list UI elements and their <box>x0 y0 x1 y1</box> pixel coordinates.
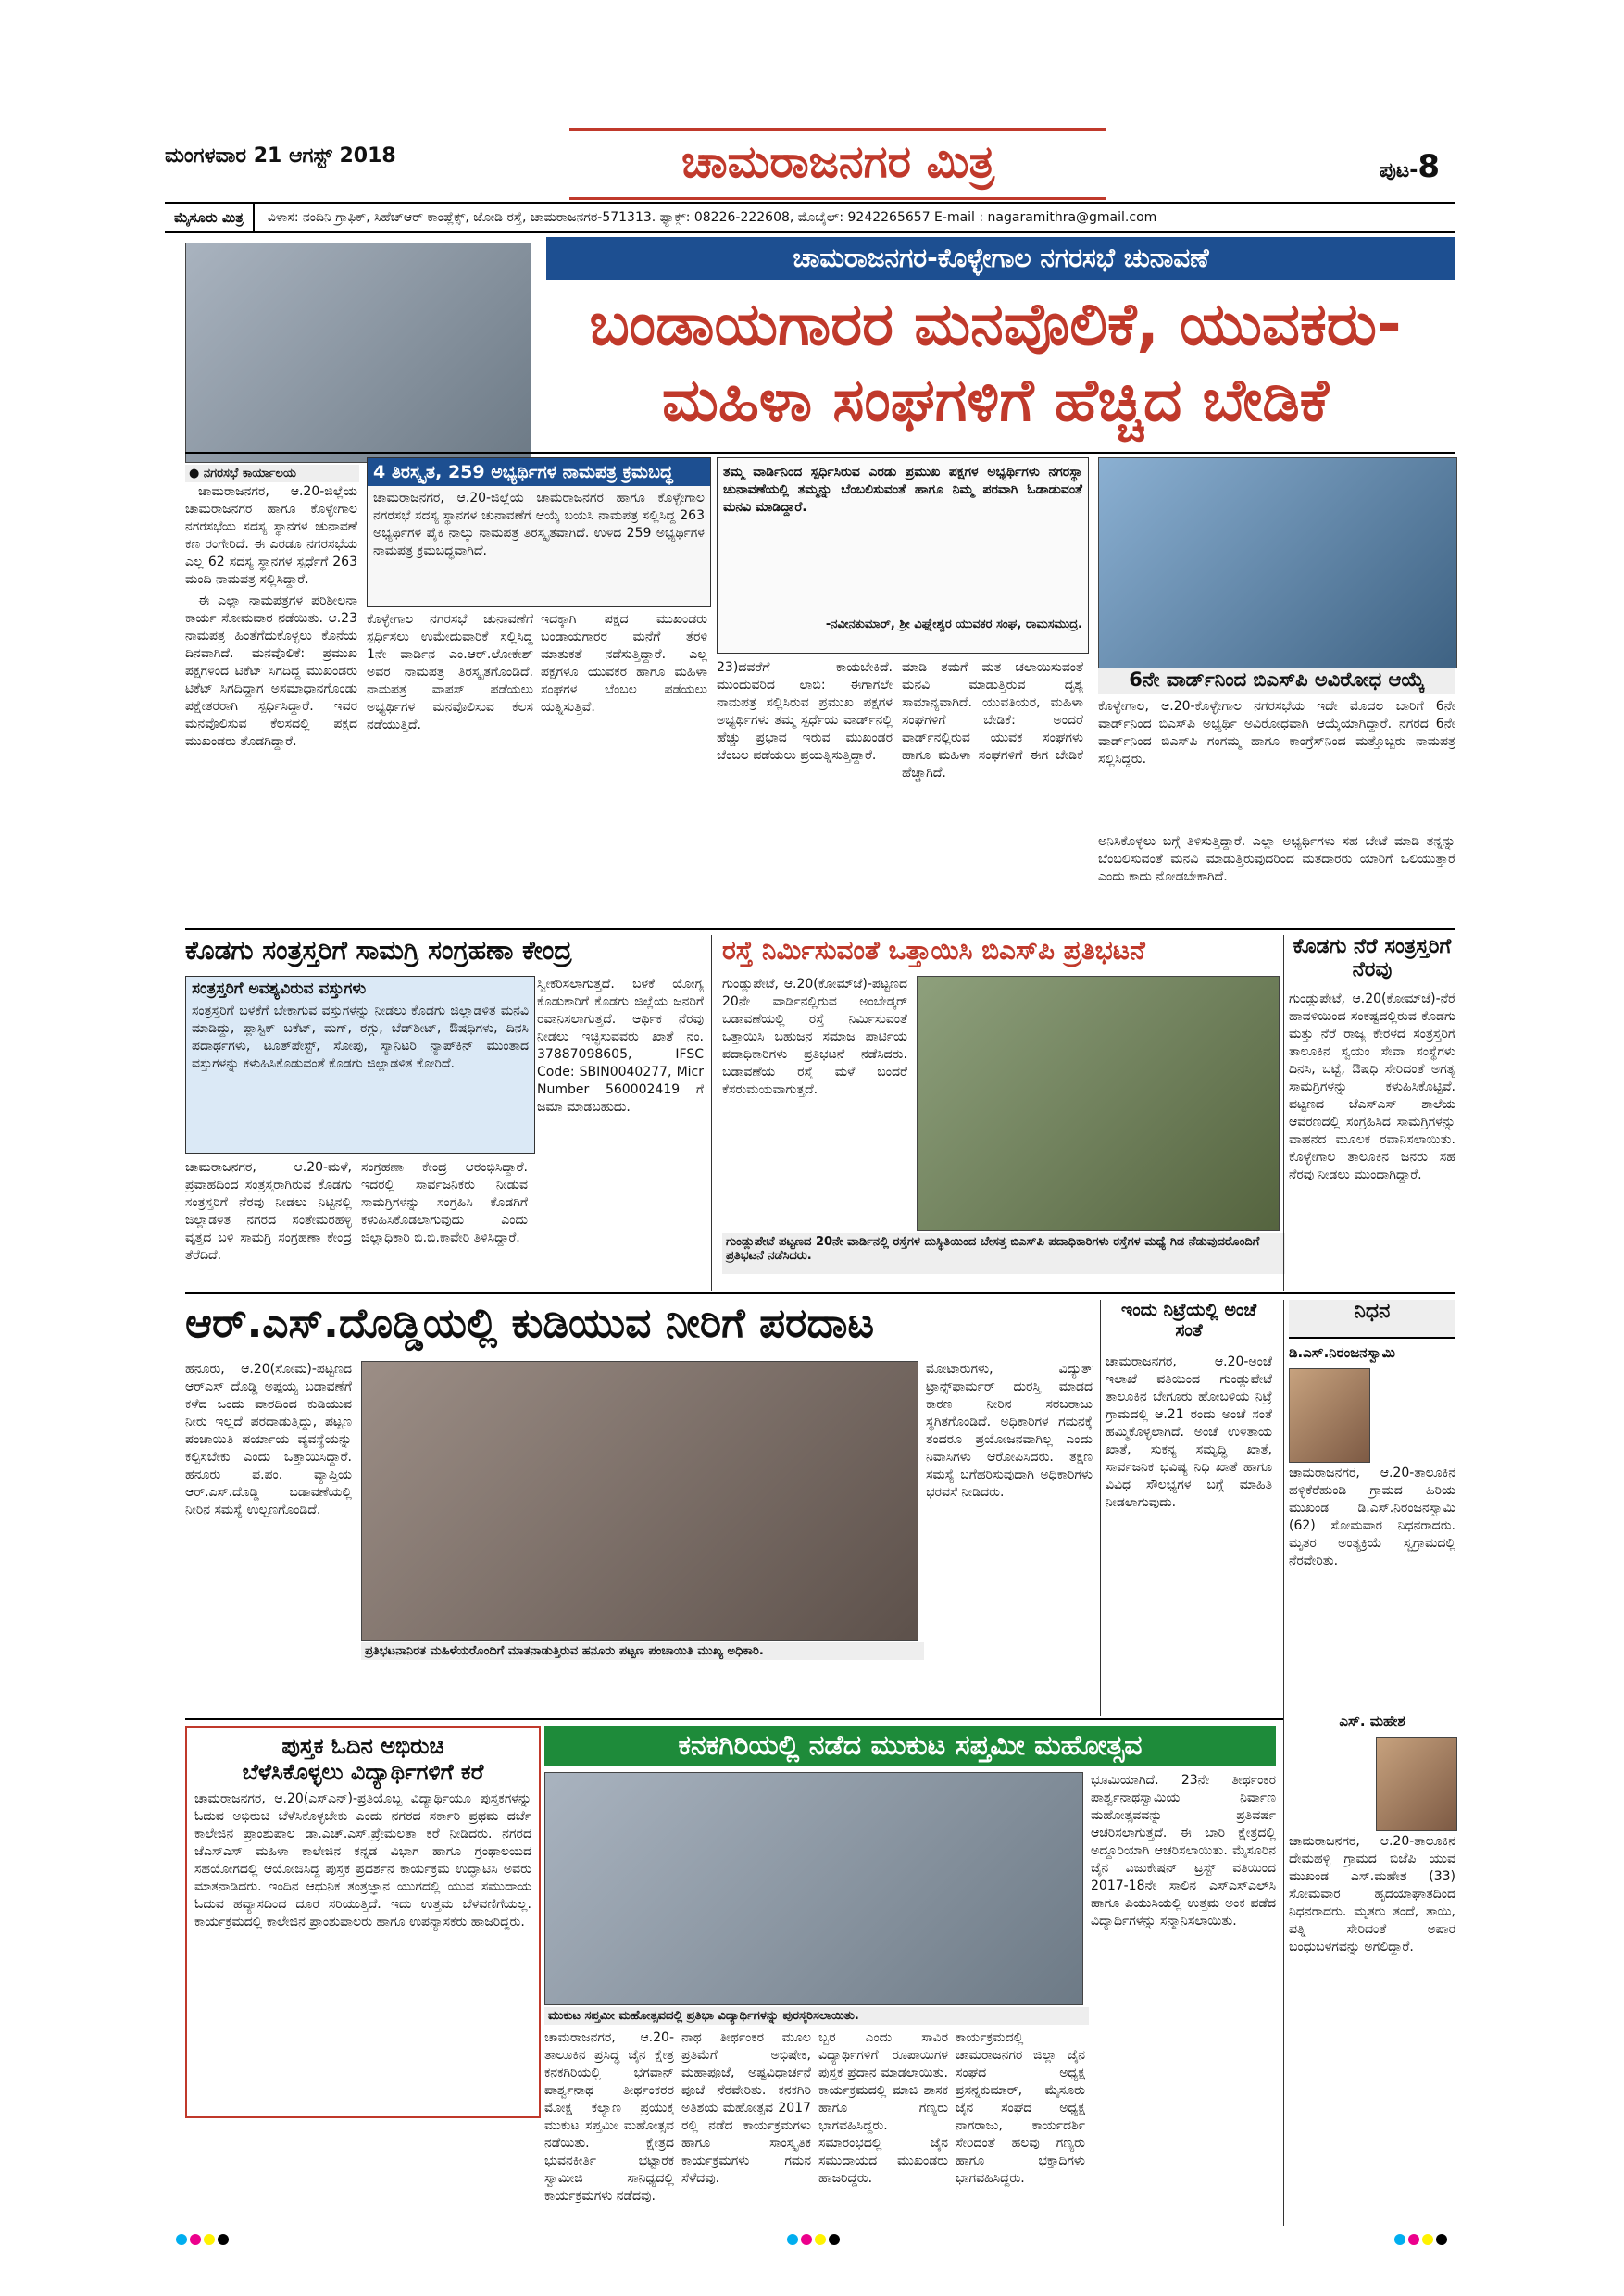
lead-column-2: ಕೊಳ್ಳೇಗಾಲ ನಗರಸಭೆ ಚುನಾವಣೆಗೆ ಸ್ಪರ್ಧಿಸಲು ಉಮೇದುವಾರಿಕೆ ಸಲ್ಲಿಸಿದ್ದ 1ನೇ ವಾರ್ಡಿನ ಎಂ.ಆರ್.ಲೋಕೇಶ್ ಅವರ ನಾಮಪತ್ರ ತಿರಸ್ಕೃತಗೊಂಡಿದೆ. ನಾಮಪತ್ರ ವಾಪಸ್ ಪಡೆಯಲು ಅಭ್ಯರ್ಥಿಗಳ ಮನವೊಲಿಸುವ ಕೆಲಸ ನಡೆಯುತ್ತಿದೆ. <box>367 612 533 732</box>
lead-headline <box>537 287 1454 439</box>
obituary-photo-2 <box>1376 1737 1457 1831</box>
page-label: ಪುಟ- <box>1380 159 1418 182</box>
box-title: 4 ತಿರಸ್ಕೃತ, 259 ಅಭ್ಯರ್ಥಿಗಳ ನಾಮಪತ್ರ ಕ್ರಮಬದ್ಧ <box>368 458 710 486</box>
obituary-text-1: ಚಾಮರಾಜನಗರ, ಆ.20-ತಾಲೂಕಿನ ಹಳ್ಳಿಕೆರೆಹುಂಡಿ ಗ್ರಾಮದ ಹಿರಿಯ ಮುಖಂಡ ಡಿ.ಎಸ್.ನಿರಂಜನಸ್ವಾಮಿ (62) ಸೋಮವಾರ ನಿಧನರಾದರು. ಮೃತರ ಅಂತ್ಯಕ್ರಿಯೆ ಸ್ವಗ್ರಾಮದಲ್ಲಿ ನೆರವೇರಿತು. <box>1289 1466 1455 1568</box>
quote-text: ತಮ್ಮ ವಾರ್ಡಿನಿಂದ ಸ್ಪರ್ಧಿಸಿರುವ ಎರಡು ಪ್ರಮುಖ ಪಕ್ಷಗಳ ಅಭ್ಯರ್ಥಿಗಳು ನಗರಸ್ಥಾ ಚುನಾವಣೆಯಲ್ಲಿ ತಮ್ಮನ್ನು ಬೆಂಬಲಿಸುವಂತೆ ಹಾಗೂ ನಿಮ್ಮ ಪರವಾಗಿ ಓಡಾಡುವಂತೆ ಮನವಿ ಮಾಡಿದ್ದಾರೆ. <box>723 465 1082 515</box>
divider <box>1100 1300 1101 1716</box>
kodagu-column-2: ಸಂಗ್ರಹಣಾ ಕೇಂದ್ರ ಆರಂಭಿಸಿದ್ದಾರೆ. ಇದರಲ್ಲಿ ಸಾರ್ವಜನಿಕರು ನೀಡುವ ಸಾಮಗ್ರಿಗಳನ್ನು ಸಂಗ್ರಹಿಸಿ ಕೊಡಗಿಗೆ ಕಳುಹಿಸಿಕೊಡಲಾಗುವುದು ಎಂದು ಜಿಲ್ಲಾಧಿಕಾರಿ ಬಿ.ಬಿ.ಕಾವೇರಿ ತಿಳಿಸಿದ್ದಾರೆ. <box>361 1160 528 1245</box>
kanakagiri-column-5: ಕಾರ್ಯಕ್ರಮದಲ್ಲಿ ಚಾಮರಾಜನಗರ ಜಿಲ್ಲಾ ಜೈನ ಸಂಘದ ಅಧ್ಯಕ್ಷ ಪ್ರಸನ್ನಕುಮಾರ್, ಮೈಸೂರು ಜೈನ ಸಂಘದ ಅಧ್ಯಕ್ಷ ನಾಗರಾಜು, ಕಾರ್ಯದರ್ಶಿ ಸೇರಿದಂತೆ ಹಲವು ಗಣ್ಯರು ಹಾಗೂ ಭಕ್ತಾದಿಗಳು ಭಾಗವಹಿಸಿದ್ದರು. <box>956 2030 1085 2186</box>
kanakagiri-headline: ಕನಕಗಿರಿಯಲ್ಲಿ ನಡೆದ ಮುಕುಟ ಸಪ್ತಮೀ ಮಹೋತ್ಸವ <box>544 1726 1276 1766</box>
registration-marks-center <box>787 2231 843 2249</box>
divider <box>711 935 712 1291</box>
needs-box-text: ಸಂತ್ರಸ್ತರಿಗೆ ಬಳಕೆಗೆ ಬೇಕಾಗುವ ವಸ್ತುಗಳನ್ನು ನೀಡಲು ಕೊಡಗು ಜಿಲ್ಲಾಡಳಿತ ಮನವಿ ಮಾಡಿದ್ದು, ಪ್ಲಾಸ್ಟಿಕ್ ಬಕೆಟ್, ಮಗ್, ರಗ್ಗು, ಬೆಡ್‌ಶೀಟ್, ಔಷಧಿಗಳು, ದಿನಸಿ ಪದಾರ್ಥಗಳು, ಟೂತ್‌ಪೇಸ್ಟ್, ಸೋಪು, ಸ್ಯಾನಿಟರಿ ನ್ಯಾಪ್‌ಕಿನ್ ಮುಂತಾದ ವಸ್ತುಗಳನ್ನು ಕಳುಹಿಸಿಕೊಡುವಂತೆ ಕೊಡಗು ಜಿಲ್ಲಾಡಳಿತ ಕೋರಿದೆ. <box>192 1004 529 1071</box>
kanakagiri-column-1: ಭೂಮಿಯಾಗಿದೆ. 23ನೇ ತೀರ್ಥಂಕರ ಪಾರ್ಶ್ವನಾಥಸ್ವಾಮಿಯ ನಿರ್ವಾಣ ಮಹೋತ್ಸವವನ್ನು ಪ್ರತಿವರ್ಷ ಆಚರಿಸಲಾಗುತ್ತದೆ. ಈ ಬಾರಿ ಕ್ಷೇತ್ರದಲ್ಲಿ ಅದ್ದೂರಿಯಾಗಿ ಆಚರಿಸಲಾಯಿತು. ಮೈಸೂರಿನ ಜೈನ ಎಜುಕೇಷನ್ ಟ್ರಸ್ಟ್ ವತಿಯಿಂದ 2017-18ನೇ ಸಾಲಿನ ಎಸ್‌ಎಸ್‌ಎಲ್‌ಸಿ ಹಾಗೂ ಪಿಯುಸಿಯಲ್ಲಿ ಉತ್ತಮ ಅಂಕ ಪಡೆದ ವಿದ್ಯಾರ್ಥಿಗಳನ್ನು ಸನ್ಮಾನಿಸಲಾಯಿತು. <box>1091 1773 1276 1928</box>
lead-byline: ಚಾಮರಾಜನಗರ, ಆ.20-ಜಿಲ್ಲೆಯ ಚಾಮರಾಜನಗರ ಹಾಗೂ ಕೊಳ್ಳೇಗಾಲ ನಗರಸಭೆಯ ಸದಸ್ಯ ಸ್ಥಾನಗಳ ಚುನಾವಣೆ ಕಣ ರಂಗೇರಿದೆ. ಈ ಎರಡೂ ನಗರಸಭೆಯ ಎಲ್ಲ 62 ಸದಸ್ಯ ಸ್ಥಾನಗಳ ಸ್ಪರ್ಧೆಗೆ 263 ಮಂದಿ ನಾಮಪತ್ರ ಸಲ್ಲಿಸಿದ್ದಾರೆ. <box>185 484 357 587</box>
row4-rule <box>185 1718 1283 1720</box>
obituary-name-2: ಎಸ್. ಮಹೇಶ <box>1339 1713 1405 1729</box>
santhe-text: ಚಾಮರಾಜನಗರ, ಆ.20-ಅಂಚೆ ಇಲಾಖೆ ವತಿಯಿಂದ ಗುಂಡ್ಲುಪೇಟೆ ತಾಲೂಕಿನ ಬೇಗೂರು ಹೋಬಳಿಯ ನಿಟ್ರೆ ಗ್ರಾಮದಲ್ಲಿ ಆ.21 ರಂದು ಅಂಚೆ ಸಂತೆ ಹಮ್ಮಿಕೊಳ್ಳಲಾಗಿದೆ. ಅಂಚೆ ಉಳಿತಾಯ ಖಾತೆ, ಸುಕನ್ಯ ಸಮೃದ್ಧಿ ಖಾತೆ, ಸಾರ್ವಜನಿಕ ಭವಿಷ್ಯ ನಿಧಿ ಖಾತೆ ಹಾಗೂ ವಿವಿಧ ಸೌಲಭ್ಯಗಳ ಬಗ್ಗೆ ಮಾಹಿತಿ ನೀಡಲಾಗುವುದು. <box>1106 1354 1272 1510</box>
lead-col1-text: ಈ ಎಲ್ಲಾ ನಾಮಪತ್ರಗಳ ಪರಿಶೀಲನಾ ಕಾರ್ಯ ಸೋಮವಾರ ನಡೆಯಿತು. ಆ.23 ನಾಮಪತ್ರ ಹಿಂತೆಗೆದುಕೊಳ್ಳಲು ಕೊನೆಯ ದಿನವಾಗಿದೆ. ಮನವೊಲಿಕೆ: ಪ್ರಮುಖ ಪಕ್ಷಗಳಿಂದ ಟಿಕೆಟ್ ಸಿಗದಿದ್ದ ಮುಖಂಡರು ಟಿಕೆಟ್ ಸಿಗದಿದ್ದಾಗ ಅಸಮಾಧಾನಗೊಂಡು ಪಕ್ಷೇತರರಾಗಿ ಸ್ಪರ್ಧಿಸಿದ್ದಾರೆ. ಇವರ ಮನವೊಲಿಸುವ ಕೆಲಸದಲ್ಲಿ ಪಕ್ಷದ ಮುಖಂಡರು ತೊಡಗಿದ್ದಾರೆ. <box>185 593 357 749</box>
needs-box-title: ಸಂತ್ರಸ್ತರಿಗೆ ಅವಶ್ಯವಿರುವ ವಸ್ತುಗಳು <box>192 980 367 998</box>
bjp-building-photo <box>1098 457 1457 668</box>
lead-column-3: ಇದಕ್ಕಾಗಿ ಪಕ್ಷದ ಮುಖಂಡರು ಬಂಡಾಯಗಾರರ ಮನೆಗೆ ತೆರಳಿ ಮಾತುಕತೆ ನಡೆಸುತ್ತಿದ್ದಾರೆ. ಎಲ್ಲ ಪಕ್ಷಗಳೂ ಯುವಕರ ಹಾಗೂ ಮಹಿಳಾ ಸಂಘಗಳ ಬೆಂಬಲ ಪಡೆಯಲು ಯತ್ನಿಸುತ್ತಿವೆ. <box>541 612 707 715</box>
publisher-address: ವಿಳಾಸ: ನಂದಿನಿ ಗ್ರಾಫಿಕ್, ಸಿಹೆಚ್‌ಆರ್ ಕಾಂಪ್ಲೆಕ್ಸ್, ಜೋಡಿ ರಸ್ತೆ, ಚಾಮರಾಜನಗರ-571313. ಫ್ಯಾಕ್ಸ್: 08226-222608, ಮೊಬೈಲ್: 9242265657 E-mail : nagaramithra@gmail.com <box>267 210 1157 225</box>
kanakagiri-column-4: ಬ್ಬರ ಎಂದು ಸಾವಿರ ವಿದ್ಯಾರ್ಥಿಗಳಿಗೆ ರೂಪಾಯಿಗಳ ಪುಸ್ತಕ ಪ್ರದಾನ ಮಾಡಲಾಯಿತು. ಕಾರ್ಯಕ್ರಮದಲ್ಲಿ ಮಾಜಿ ಶಾಸಕ ಹಾಗೂ ಗಣ್ಯರು ಭಾಗವಹಿಸಿದ್ದರು. ಸಮಾರಂಭದಲ್ಲಿ ಜೈನ ಸಮುದಾಯದ ಮುಖಂಡರು ಹಾಜರಿದ್ದರು. <box>818 2030 948 2186</box>
kodagu-column-1: ಚಾಮರಾಜನಗರ, ಆ.20-ಮಳೆ, ಪ್ರವಾಹದಿಂದ ಸಂತ್ರಸ್ತರಾಗಿರುವ ಕೊಡಗು ಸಂತ್ರಸ್ತರಿಗೆ ನೆರವು ನೀಡಲು ನಿಟ್ಟಿನಲ್ಲಿ ಜಿಲ್ಲಾಡಳಿತ ನಗರದ ಸಂತೇಮರಹಳ್ಳಿ ವೃತ್ತದ ಬಳಿ ಸಾಮಗ್ರಿ ಸಂಗ್ರಹಣಾ ಕೇಂದ್ರ ತೆರೆದಿದೆ. <box>185 1160 352 1263</box>
registration-marks-left <box>176 2231 231 2249</box>
books-box <box>185 1726 541 2118</box>
box-text: ಚಾಮರಾಜನಗರ, ಆ.20-ಜಿಲ್ಲೆಯ ಚಾಮರಾಜನಗರ ಹಾಗೂ ಕೊಳ್ಳೇಗಾಲ ನಗರಸಭೆ ಸದಸ್ಯ ಸ್ಥಾನಗಳ ಚುನಾವಣೆಗೆ ಆಯ್ಕೆ ಬಯಸಿ ನಾಮಪತ್ರ ಸಲ್ಲಿಸಿದ್ದ 263 ಅಭ್ಯರ್ಥಿಗಳ ಪೈಕಿ ನಾಲ್ಕು ನಾಮಪತ್ರ ತಿರಸ್ಕೃತವಾಗಿದೆ. ಉಳಿದ 259 ಅಭ್ಯರ್ಥಿಗಳ ನಾಮಪತ್ರ ಕ್ರಮಬದ್ಧವಾಗಿದೆ. <box>373 491 705 558</box>
obituary-text-2: ಚಾಮರಾಜನಗರ, ಆ.20-ತಾಲೂಕಿನ ದೇಮಹಳ್ಳಿ ಗ್ರಾಮದ ಬಿಜೆಪಿ ಯುವ ಮುಖಂಡ ಎಸ್.ಮಹೇಶ (33) ಸೋಮವಾರ ಹೃದಯಾಘಾತದಿಂದ ನಿಧನರಾದರು. ಮೃತರು ತಂದೆ, ತಾಯಿ, ಪತ್ನಿ ಸೇರಿದಂತೆ ಅಪಾರ ಬಂಧುಬಳಗವನ್ನು ಅಗಲಿದ್ದಾರೆ. <box>1289 1834 1455 1954</box>
issue-date: ಮಂಗಳವಾರ 21 ಆಗಸ್ಟ್ 2018 <box>165 144 396 168</box>
bsp-caption: 6ನೇ ವಾರ್ಡ್‌ನಿಂದ ಬಿಎಸ್‌ಪಿ ಅವಿರೋಧ ಆಯ್ಕೆ <box>1098 668 1455 694</box>
page-number-value: 8 <box>1418 148 1441 185</box>
lead-headline-line1: ಬಂಡಾಯಗಾರರ ಮನವೊಲಿಕೆ, ಯುವಕರು- <box>589 291 1402 359</box>
masthead-subbar <box>165 202 1455 233</box>
divider <box>1283 935 1284 1291</box>
edition-name: ಮೈಸೂರು ಮಿತ್ರ <box>165 204 255 231</box>
lead-column-4: 23)ದವರೆಗೆ ಕಾಯಬೇಕಿದೆ. ಮುಂದುವರಿದ ಲಾಬಿ: ಈಗಾಗಲೇ ನಾಮಪತ್ರ ಸಲ್ಲಿಸಿರುವ ಪ್ರಮುಖ ಪಕ್ಷಗಳ ಅಭ್ಯರ್ಥಿಗಳು ತಮ್ಮ ಸ್ಪರ್ಧೆಯ ವಾರ್ಡ್‌ನಲ್ಲಿ ಹೆಚ್ಚು ಪ್ರಭಾವ ಇರುವ ಮುಖಂಡರ ಬೆಂಬಲ ಪಡೆಯಲು ಪ್ರಯತ್ನಿಸುತ್ತಿದ್ದಾರೆ. <box>717 660 893 763</box>
lead-column-1 <box>185 483 357 924</box>
page-number <box>1380 148 1440 185</box>
kodagu-headline: ಕೊಡಗು ಸಂತ್ರಸ್ತರಿಗೆ ಸಾಮಗ್ರಿ ಸಂಗ್ರಹಣಾ ಕೇಂದ್ರ <box>185 935 572 966</box>
masthead-logo: ಚಾಮರಾಜನಗರ ಮಿತ್ರ <box>681 135 995 188</box>
water-protest-photo <box>361 1361 918 1641</box>
lead-rule <box>185 452 1455 454</box>
registration-marks-right <box>1394 2231 1450 2249</box>
road-caption: ಗುಂಡ್ಲುಪೇಟೆ ಪಟ್ಟಣದ 20ನೇ ವಾರ್ಡಿನಲ್ಲಿ ರಸ್ತೆಗಳ ದುಸ್ಥಿತಿಯಿಂದ ಬೇಸತ್ತ ಬಿಎಸ್‌ಪಿ ಪದಾಧಿಕಾರಿಗಳು ರಸ್ತೆಗಳ ಮಧ್ಯೆ ಗಿಡ ನೆಡುವುದರೊಂದಿಗೆ ಪ್ರತಿಭಟನೆ ನಡೆಸಿದರು. <box>722 1233 1285 1274</box>
kodagu-needs-box <box>185 976 535 1154</box>
row2-rule <box>185 928 1455 930</box>
section-banner: ಚಾಮರಾಜನಗರ-ಕೊಳ್ಳೇಗಾಲ ನಗರಸಭೆ ಚುನಾವಣೆ <box>546 237 1455 280</box>
santhe-headline: ಇಂದು ನಿಟ್ರೆಯಲ್ಲಿ ಅಂಚೆ ಸಂತೆ <box>1120 1300 1257 1341</box>
photo-caption: ● ನಗರಸಭೆ ಕಾರ್ಯಾಲಯ <box>185 465 359 482</box>
books-headline-1: ಪುಸ್ತಕ ಓದಿನ ಅಭಿರುಚಿ <box>281 1733 444 1759</box>
water-column-2: ಮೋಟಾರುಗಳು, ವಿದ್ಯುತ್ ಟ್ರಾನ್ಸ್‌ಫಾರ್ಮರ್ ದುರಸ್ತಿ ಮಾಡದ ಕಾರಣ ನೀರಿನ ಸರಬರಾಜು ಸ್ಥಗಿತಗೊಂಡಿದೆ. ಅಧಿಕಾರಿಗಳ ಗಮನಕ್ಕೆ ತಂದರೂ ಪ್ರಯೋಜನವಾಗಿಲ್ಲ ಎಂದು ನಿವಾಸಿಗಳು ಆರೋಪಿಸಿದರು. ತಕ್ಷಣ ಸಮಸ್ಯೆ ಬಗೆಹರಿಸುವುದಾಗಿ ಅಧಿಕಾರಿಗಳು ಭರವಸೆ ನೀಡಿದರು. <box>926 1362 1093 1500</box>
books-headline-2: ಬೆಳೆಸಿಕೊಳ್ಳಲು ವಿದ್ಯಾರ್ಥಿಗಳಿಗೆ ಕರೆ <box>242 1759 484 1785</box>
water-headline: ಆರ್.ಎಸ್.ದೊಡ್ಡಿಯಲ್ಲಿ ಕುಡಿಯುವ ನೀರಿಗೆ ಪರದಾಟ <box>185 1300 875 1347</box>
kodagu-column-3: ಸ್ವೀಕರಿಸಲಾಗುತ್ತದೆ. ಬಳಕೆ ಯೋಗ್ಯ ಕೊಡುಕಾರಿಗೆ ಕೊಡಗು ಜಿಲ್ಲೆಯ ಜನರಿಗೆ ರವಾನಿಸಲಾಗುತ್ತದೆ. ಆರ್ಥಿಕ ನೆರವು ನೀಡಲು ಇಚ್ಛಿಸುವವರು ಖಾತೆ ನಂ. 37887098605, IFSC Code: SBIN0040277, Micr Number 560002419 ಗೆ ಜಮಾ ಮಾಡಬಹುದು. <box>537 977 704 1115</box>
kanakagiri-column-2: ಚಾಮರಾಜನಗರ, ಆ.20-ತಾಲೂಕಿನ ಪ್ರಸಿದ್ಧ ಜೈನ ಕ್ಷೇತ್ರ ಕನಕಗಿರಿಯಲ್ಲಿ ಭಗವಾನ್ ಪಾರ್ಶ್ವನಾಥ ತೀರ್ಥಂಕರರ ಮೋಕ್ಷ ಕಲ್ಯಾಣ ಪ್ರಯುಕ್ತ ಮುಕುಟ ಸಪ್ತಮೀ ಮಹೋತ್ಸವ ನಡೆಯಿತು. ಕ್ಷೇತ್ರದ ಭುವನಕೀರ್ತಿ ಭಟ್ಟಾರಕ ಸ್ವಾಮೀಜಿ ಸಾನಿಧ್ಯದಲ್ಲಿ ಕಾರ್ಯಕ್ರಮಗಳು ನಡೆದವು. <box>544 2030 674 2203</box>
lead-column-5: ಮಾಡಿ ತಮಗೆ ಮತ ಚಲಾಯಿಸುವಂತೆ ಮನವಿ ಮಾಡುತ್ತಿರುವ ದೃಶ್ಯ ಸಾಮಾನ್ಯವಾಗಿದೆ. ಯುವತಿಯರ, ಮಹಿಳಾ ಸಂಘಗಳಿಗೆ ಬೇಡಿಕೆ: ಅಂದರೆ ವಾರ್ಡ್‌ನಲ್ಲಿರುವ ಯುವಕ ಸಂಘಗಳು ಹಾಗೂ ಮಹಿಳಾ ಸಂಘಗಳಿಗೆ ಈಗ ಬೇಡಿಕೆ ಹೆಚ್ಚಾಗಿದೆ. <box>902 660 1083 780</box>
quote-box <box>717 457 1089 654</box>
kodagu-help-text: ಗುಂಡ್ಲುಪೇಟೆ, ಆ.20(ಕೋಮ್‌ಜೆ)-ನೆರೆ ಹಾವಳಿಯಿಂದ ಸಂಕಷ್ಟದಲ್ಲಿರುವ ಕೊಡಗು ಮತ್ತು ನೆರೆ ರಾಜ್ಯ ಕೇರಳದ ಸಂತ್ರಸ್ತರಿಗೆ ತಾಲೂಕಿನ ಸ್ವಯಂ ಸೇವಾ ಸಂಸ್ಥೆಗಳು ದಿನಸಿ, ಬಟ್ಟೆ, ಔಷಧಿ ಸೇರಿದಂತೆ ಅಗತ್ಯ ಸಾಮಗ್ರಿಗಳನ್ನು ಕಳುಹಿಸಿಕೊಟ್ಟಿವೆ. ಪಟ್ಟಣದ ಜೆಎಸ್‌ಎಸ್ ಶಾಲೆಯ ಆವರಣದಲ್ಲಿ ಸಂಗ್ರಹಿಸಿದ ಸಾಮಗ್ರಿಗಳನ್ನು ವಾಹನದ ಮೂಲಕ ರವಾನಿಸಲಾಯಿತು. ಕೊಳ್ಳೇಗಾಲ ತಾಲೂಕಿನ ಜನರು ಸಹ ನೆರವು ನೀಡಲು ಮುಂದಾಗಿದ್ದಾರೆ. <box>1289 992 1455 1182</box>
obituary-name-1: ಡಿ.ಎಸ್.ನಿರಂಜನಸ್ವಾಮಿ <box>1289 1344 1395 1361</box>
municipal-office-photo <box>185 243 531 463</box>
water-text: ಹನೂರು, ಆ.20(ಸೋಮ)-ಪಟ್ಟಣದ ಆರ್‌ಎಸ್ ದೊಡ್ಡಿ ಅಪ್ಪಯ್ಯ ಬಡಾವಣೆಗೆ ಕಳೆದ ಒಂದು ವಾರದಿಂದ ಕುಡಿಯುವ ನೀರು ಇಲ್ಲದೆ ಪರದಾಡುತ್ತಿದ್ದು, ಪಟ್ಟಣ ಪಂಚಾಯಿತಿ ಪರ್ಯಾಯ ವ್ಯವಸ್ಥೆಯನ್ನು ಕಲ್ಪಿಸಬೇಕು ಎಂದು ಒತ್ತಾಯಿಸಿದ್ದಾರೆ. ಹನೂರು ಪ.ಪಂ. ವ್ಯಾಪ್ತಿಯ ಆರ್.ಎಸ್.ದೊಡ್ಡಿ ಬಡಾವಣೆಯಲ್ಲಿ ನೀರಿನ ಸಮಸ್ಯೆ ಉಲ್ಬಣಗೊಂಡಿದೆ. <box>185 1362 352 1517</box>
road-headline: ರಸ್ತೆ ನಿರ್ಮಿಸುವಂತೆ ಒತ್ತಾಯಿಸಿ ಬಿಎಸ್‌ಪಿ ಪ್ರತಿಭಟನೆ <box>722 935 1145 966</box>
books-text: ಚಾಮರಾಜನಗರ, ಆ.20(ಎಸ್‌ಎನ್)-ಪ್ರತಿಯೊಬ್ಬ ವಿದ್ಯಾರ್ಥಿಯೂ ಪುಸ್ತಕಗಳನ್ನು ಓದುವ ಅಭಿರುಚಿ ಬೆಳೆಸಿಕೊಳ್ಳಬೇಕು ಎಂದು ನಗರದ ಸರ್ಕಾರಿ ಪ್ರಥಮ ದರ್ಜೆ ಕಾಲೇಜಿನ ಪ್ರಾಂಶುಪಾಲ ಡಾ.ಎಚ್.ಎಸ್.ಪ್ರೇಮಲತಾ ಕರೆ ನೀಡಿದರು. ನಗರದ ಜೆಎಸ್‌ಎಸ್ ಮಹಿಳಾ ಕಾಲೇಜಿನ ಕನ್ನಡ ವಿಭಾಗ ಹಾಗೂ ಗ್ರಂಥಾಲಯದ ಸಹಯೋಗದಲ್ಲಿ ಆಯೋಜಿಸಿದ್ದ ಪುಸ್ತಕ ಪ್ರದರ್ಶನ ಕಾರ್ಯಕ್ರಮ ಉದ್ಘಾಟಿಸಿ ಅವರು ಮಾತನಾಡಿದರು. ಇಂದಿನ ಆಧುನಿಕ ತಂತ್ರಜ್ಞಾನ ಯುಗದಲ್ಲಿ ಯುವ ಸಮುದಾಯ ಓದುವ ಹವ್ಯಾಸದಿಂದ ದೂರ ಸರಿಯುತ್ತಿದೆ. ಇದು ಉತ್ತಮ ಬೆಳವಣಿಗೆಯಲ್ಲ. ಕಾರ್ಯಕ್ರಮದಲ್ಲಿ ಕಾಲೇಜಿನ ಪ್ರಾಂಶುಪಾಲರು ಹಾಗೂ ಉಪನ್ಯಾಸಕರು ಹಾಜರಿದ್ದರು. <box>194 1791 531 1929</box>
obituary-photo-1 <box>1289 1368 1370 1463</box>
quote-attribution: -ನವೀನಕುಮಾರ್, ಶ್ರೀ ವಿಘ್ನೇಶ್ವರ ಯುವಕರ ಸಂಘ, ರಾಮಸಮುದ್ರ. <box>825 618 1082 631</box>
lead-column-6: ಅನಿಸಿಕೊಳ್ಳಲು ಬಗ್ಗೆ ತಿಳಿಸುತ್ತಿದ್ದಾರೆ. ಎಲ್ಲಾ ಅಭ್ಯರ್ಥಿಗಳು ಸಹ ಬೇಟೆ ಮಾಡಿ ತನ್ನನ್ನು ಬೆಂಬಲಿಸುವಂತೆ ಮನವಿ ಮಾಡುತ್ತಿರುವುದರಿಂದ ಮತದಾರರು ಯಾರಿಗೆ ಒಲಿಯುತ್ತಾರೆ ಎಂದು ಕಾದು ನೋಡಬೇಕಾಗಿದೆ. <box>1098 834 1455 884</box>
road-protest-photo <box>917 976 1280 1231</box>
divider <box>1283 1300 1284 2226</box>
row3-rule <box>185 1292 1455 1294</box>
obituary-heading: ನಿಧನ <box>1289 1300 1455 1339</box>
kanakagiri-column-3: ನಾಥ ತೀರ್ಥಂಕರ ಮೂಲ ಪ್ರತಿಮೆಗೆ ಅಭಿಷೇಕ, ಮಹಾಪೂಜೆ, ಅಷ್ಟವಿಧಾರ್ಚನೆ ಪೂಜೆ ನೆರವೇರಿತು. ಕನಕಗಿರಿ ಅತಿಶಯ ಮಹೋತ್ಸವ 2017 ರಲ್ಲಿ ನಡೆದ ಕಾರ್ಯಕ್ರಮಗಳು ಹಾಗೂ ಸಾಂಸ್ಕೃತಿಕ ಕಾರ್ಯಕ್ರಮಗಳು ಗಮನ ಸೆಳೆದವು. <box>681 2030 811 2186</box>
road-text: ಗುಂಡ್ಲುಪೇಟೆ, ಆ.20(ಕೋಮ್‌ಜೆ)-ಪಟ್ಟಣದ 20ನೇ ವಾರ್ಡಿನಲ್ಲಿರುವ ಅಂಬೇಡ್ಕರ್ ಬಡಾವಣೆಯಲ್ಲಿ ರಸ್ತೆ ನಿರ್ಮಿಸುವಂತೆ ಒತ್ತಾಯಿಸಿ ಬಹುಜನ ಸಮಾಜ ಪಾರ್ಟಿಯ ಪದಾಧಿಕಾರಿಗಳು ಪ್ರತಿಭಟನೆ ನಡೆಸಿದರು. ಬಡಾವಣೆಯ ರಸ್ತೆ ಮಳೆ ಬಂದರೆ ಕೆಸರುಮಯವಾಗುತ್ತದೆ. <box>722 977 907 1097</box>
lead-headline-line2: ಮಹಿಳಾ ಸಂಘಗಳಿಗೆ ಹೆಚ್ಚಿದ ಬೇಡಿಕೆ <box>661 367 1330 435</box>
rejected-nominations-box <box>367 457 711 607</box>
kodagu-help-headline: ಕೊಡಗು ನೆರೆ ಸಂತ್ರಸ್ತರಿಗೆ ನೆರವು <box>1293 935 1452 981</box>
water-caption: ಪ್ರತಿಭಟನಾನಿರತ ಮಹಿಳೆಯರೊಂದಿಗೆ ಮಾತನಾಡುತ್ತಿರುವ ಹನೂರು ಪಟ್ಟಣ ಪಂಚಾಯಿತಿ ಮುಖ್ಯ ಅಧಿಕಾರಿ. <box>361 1642 924 1660</box>
kanakagiri-caption: ಮುಕುಟ ಸಪ್ತಮೀ ಮಹೋತ್ಸವದಲ್ಲಿ ಪ್ರತಿಭಾ ವಿದ್ಯಾರ್ಥಿಗಳನ್ನು ಪುರಸ್ಕರಿಸಲಾಯಿತು. <box>544 2007 1089 2025</box>
kanakagiri-photo <box>544 1772 1083 2005</box>
bsp-text: ಕೊಳ್ಳೇಗಾಲ, ಆ.20-ಕೊಳ್ಳೇಗಾಲ ನಗರಸಭೆಯ ಇದೇ ಮೊದಲ ಬಾರಿಗೆ 6ನೇ ವಾರ್ಡ್‌ನಿಂದ ಬಿಎಸ್‌ಪಿ ಅಭ್ಯರ್ಥಿ ಅವಿರೋಧವಾಗಿ ಆಯ್ಕೆಯಾಗಿದ್ದಾರೆ. ನಗರದ 6ನೇ ವಾರ್ಡ್‌ನಿಂದ ಬಿಎಸ್‌ಪಿ ಗಂಗಮ್ಮ ಹಾಗೂ ಕಾಂಗ್ರೆಸ್‌ನಿಂದ ಮತ್ತೊಬ್ಬರು ನಾಮಪತ್ರ ಸಲ್ಲಿಸಿದ್ದರು. <box>1098 699 1455 767</box>
